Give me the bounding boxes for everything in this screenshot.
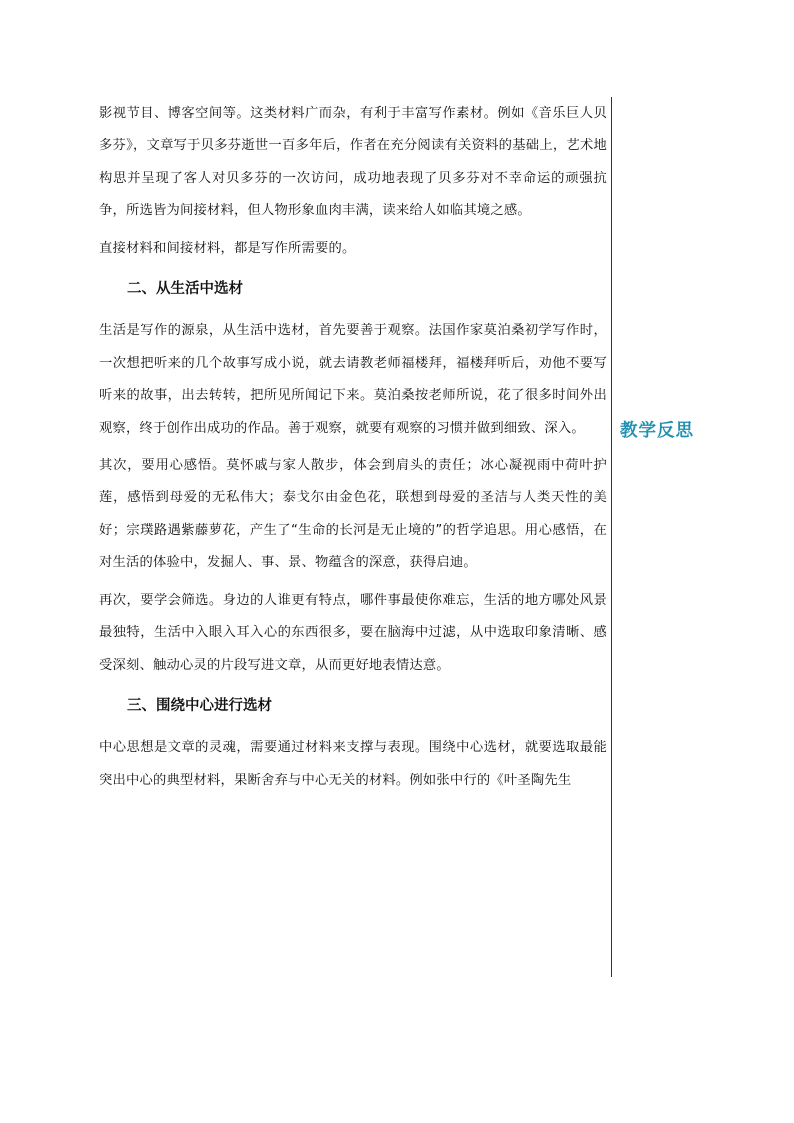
paragraph-selection: 再次，要学会筛选。身边的人谁更有特点，哪件事最使你难忘，生活的地方哪处风景最独特，生活中入眼入耳入心的东西很多，要在脑海中过滤，从中选取印象清晰、感受深刻、触动心灵的片段写进文章，从而更好地表情达意。 xyxy=(99,592,607,673)
section-heading-2: 二、从生活中选材 xyxy=(127,281,243,298)
teaching-reflection-title: 教学反思 xyxy=(620,421,694,441)
paragraph-perception: 其次，要用心感悟。莫怀戚与家人散步，体会到肩头的责任；冰心凝视雨中荷叶护莲，感悟到母爱的无私伟大；泰戈尔由金色花，联想到母爱的圣洁与人类天性的美好；宗璞路遇紫藤萝花，产生了“生命的长河是无止境的”的哲学追思。用心感悟，在对生活的体验中，发掘人、事、景、物蕴含的深意，获得启迪。 xyxy=(99,458,607,571)
side-column xyxy=(612,97,732,977)
paragraph-observation: 生活是写作的源泉，从生活中选材，首先要善于观察。法国作家莫泊桑初学写作时，一次想把听来的几个故事写成小说，就去请教老师福楼拜，福楼拜听后，劝他不要写听来的故事，出去转转，把所见所闻记下来。莫泊桑按老师所说，花了很多时间外出观察，终于创作出成功的作品。善于观察，就要有观察的习惯并做到细致、深入。 xyxy=(99,323,607,436)
paragraph-summary: 直接材料和间接材料，都是写作所需要的。 xyxy=(99,240,356,256)
section-heading-3: 三、围绕中心进行选材 xyxy=(127,697,272,714)
paragraph-indirect-materials: 影视节目、博客空间等。这类材料广而杂，有利于丰富写作素材。例如《音乐巨人贝多芬》，文章写于贝多芬逝世一百多年后，作者在充分阅读有关资料的基础上，艺术地构思并呈现了客人对贝多芬的一次访问，成功地表现了贝多芬对不幸命运的顽强抗争，所选皆为间接材料，但人物形象血肉丰满，读来给人如临其境之感。 xyxy=(99,106,607,219)
main-content-column xyxy=(99,98,607,797)
paragraph-center-theme: 中心思想是文章的灵魂，需要通过材料来支撑与表现。围绕中心选材，就要选取最能突出中心的典型材料，果断舍弃与中心无关的材料。例如张中行的《叶圣陶先生 xyxy=(99,740,607,788)
